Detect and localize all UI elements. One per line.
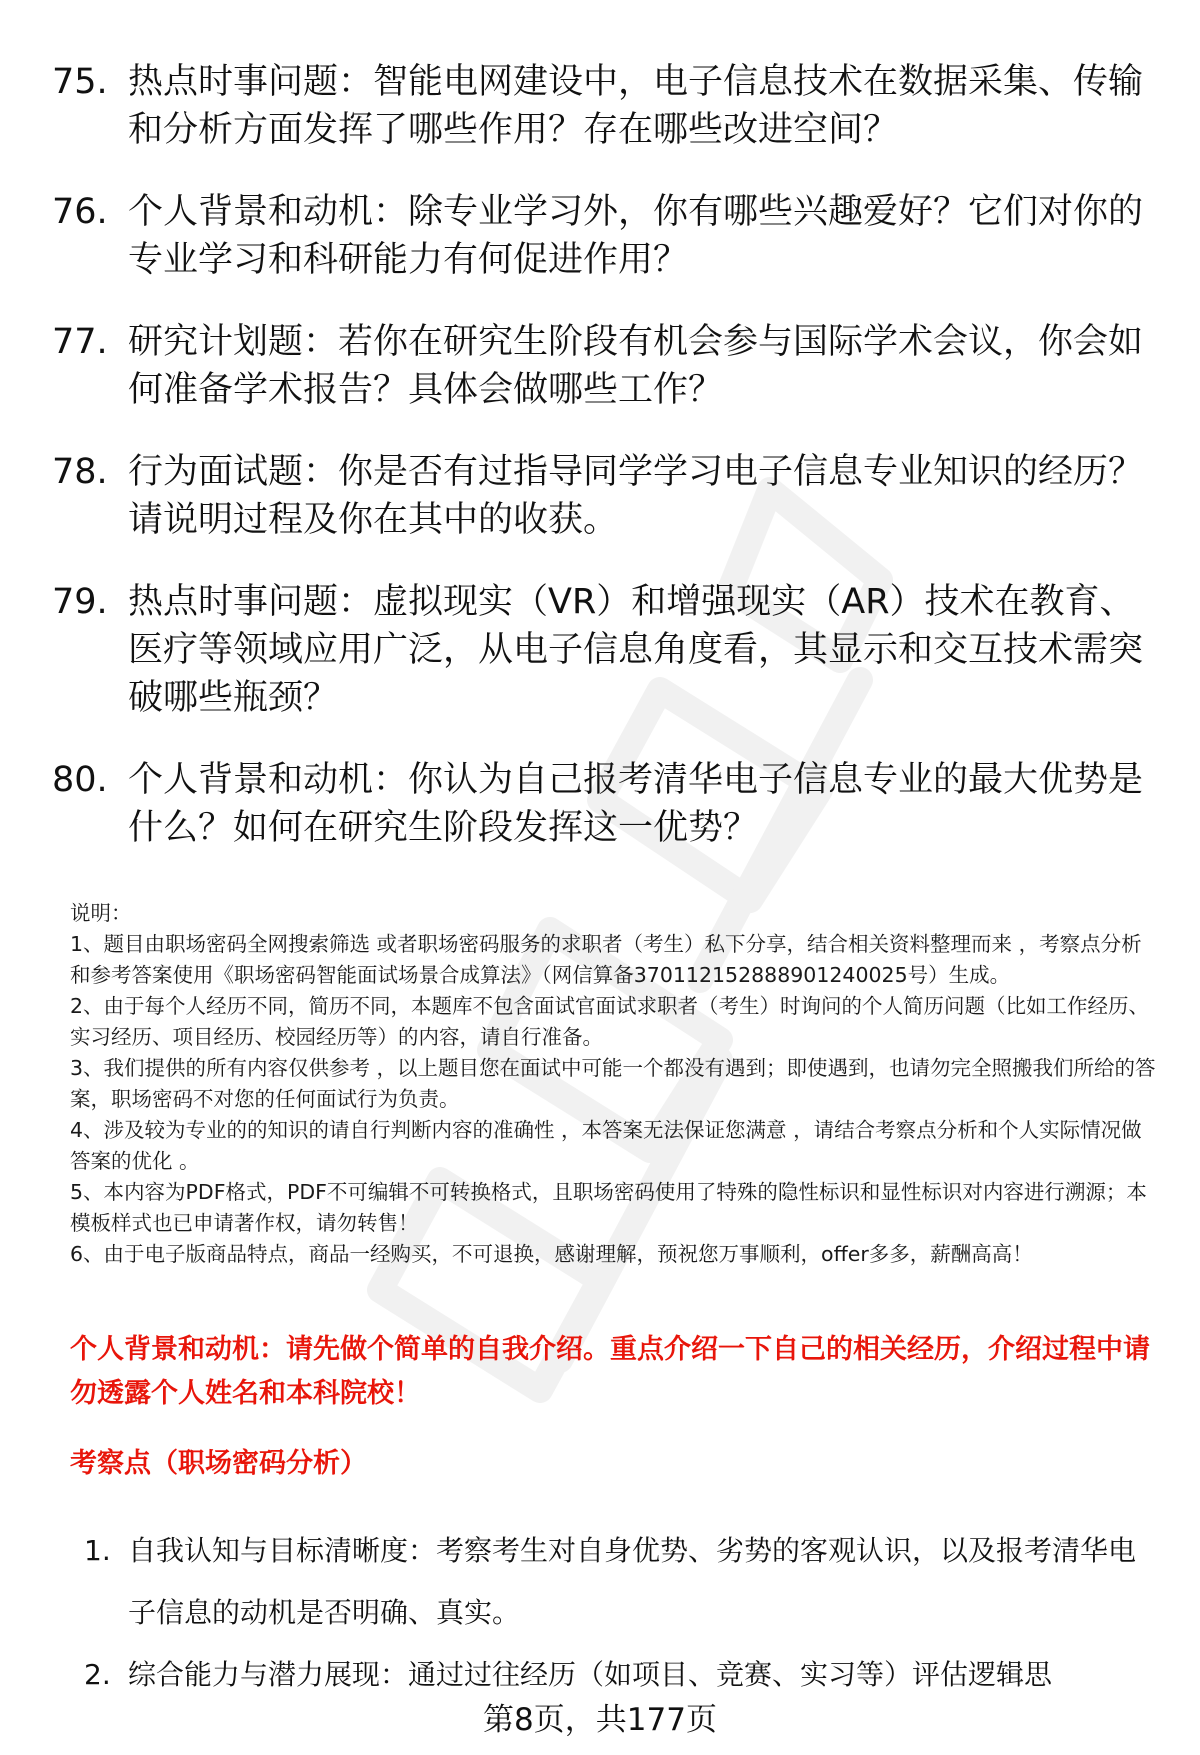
notes-item: 1、题目由职场密码全网搜索筛选 或者职场密码服务的求职者（考生）私下分享，结合相关资料整理而来 ，考察点分析和参考答案使用《职场密码智能面试场景合成算法》（网信算备370112152888901240025号）生成。 [70, 932, 1142, 987]
question-text: 个人背景和动机：你认为自己报考清华电子信息专业的最大优势是什么？如何在研究生阶段发挥这一优势？ [128, 760, 1144, 848]
analysis-point [84, 1520, 1160, 1644]
question-number: 79. [52, 582, 108, 622]
question-number: 78. [52, 452, 108, 492]
point-text: 自我认知与目标清晰度：考察考生对自身优势、劣势的客观认识，以及报考清华电子信息的动机是否明确、真实。 [128, 1534, 1137, 1629]
notes-item: 4、涉及较为专业的的知识的请自行判断内容的准确性 ，本答案无法保证您满意 ，请结合考察点分析和个人实际情况做答案的优化 。 [70, 1118, 1142, 1173]
question-item [52, 188, 1162, 284]
notes-section [70, 898, 1160, 1270]
notes-item: 5、本内容为PDF格式，PDF不可编辑不可转换格式，且职场密码使用了特殊的隐性标识和显性标识对内容进行溯源；本模板样式也已申请著作权，请勿转售！ [70, 1180, 1147, 1235]
question-number: 77. [52, 322, 108, 362]
notes-item: 3、我们提供的所有内容仅供参考 ，以上题目您在面试中可能一个都没有遇到；即使遇到，也请勿完全照搬我们所给的答案，职场密码不对您的任何面试行为负责。 [70, 1056, 1156, 1111]
notes-item: 6、由于电子版商品特点，商品一经购买，不可退换，感谢理解，预祝您万事顺利，offer多多，薪酬高高！ [70, 1242, 1033, 1266]
point-number: 2. [84, 1658, 111, 1691]
analysis-points [84, 1520, 1160, 1706]
question-text: 热点时事问题：智能电网建设中，电子信息技术在数据采集、传输和分析方面发挥了哪些作用？存在哪些改进空间？ [128, 62, 1144, 150]
page-footer: 第8页，共177页 [483, 1702, 717, 1738]
notes-item: 2、由于每个人经历不同，简历不同，本题库不包含面试官面试求职者（考生）时询问的个人简历问题（比如工作经历、实习经历、项目经历、校园经历等）的内容，请自行准备。 [70, 994, 1150, 1049]
question-number: 76. [52, 192, 108, 232]
question-item [52, 578, 1162, 722]
question-number: 80. [52, 760, 108, 800]
analysis-point [84, 1644, 1160, 1706]
question-text: 研究计划题：若你在研究生阶段有机会参与国际学术会议，你会如何准备学术报告？具体会做哪些工作？ [128, 322, 1144, 410]
question-item [52, 756, 1162, 852]
notes-title: 说明： [70, 901, 132, 925]
question-text: 个人背景和动机：除专业学习外，你有哪些兴趣爱好？它们对你的专业学习和科研能力有何促进作用？ [128, 192, 1144, 280]
question-item [52, 58, 1162, 154]
question-item [52, 448, 1162, 544]
point-text: 综合能力与潜力展现：通过过往经历（如项目、竞赛、实习等）评估逻辑思 [128, 1658, 1053, 1691]
highlight-question: 个人背景和动机：请先做个简单的自我介绍。重点介绍一下自己的相关经历，介绍过程中请勿透露个人姓名和本科院校！ [70, 1334, 1150, 1409]
question-text: 行为面试题：你是否有过指导同学学习电子信息专业知识的经历？请说明过程及你在其中的收获。 [128, 452, 1144, 540]
question-text: 热点时事问题：虚拟现实（VR）和增强现实（AR）技术在教育、医疗等领域应用广泛，从电子信息角度看，其显示和交互技术需突破哪些瓶颈？ [128, 582, 1144, 718]
section-heading: 考察点（职场密码分析） [70, 1448, 367, 1479]
question-item [52, 318, 1162, 414]
question-number: 75. [52, 62, 108, 102]
point-number: 1. [84, 1534, 111, 1567]
question-list [52, 58, 1162, 886]
